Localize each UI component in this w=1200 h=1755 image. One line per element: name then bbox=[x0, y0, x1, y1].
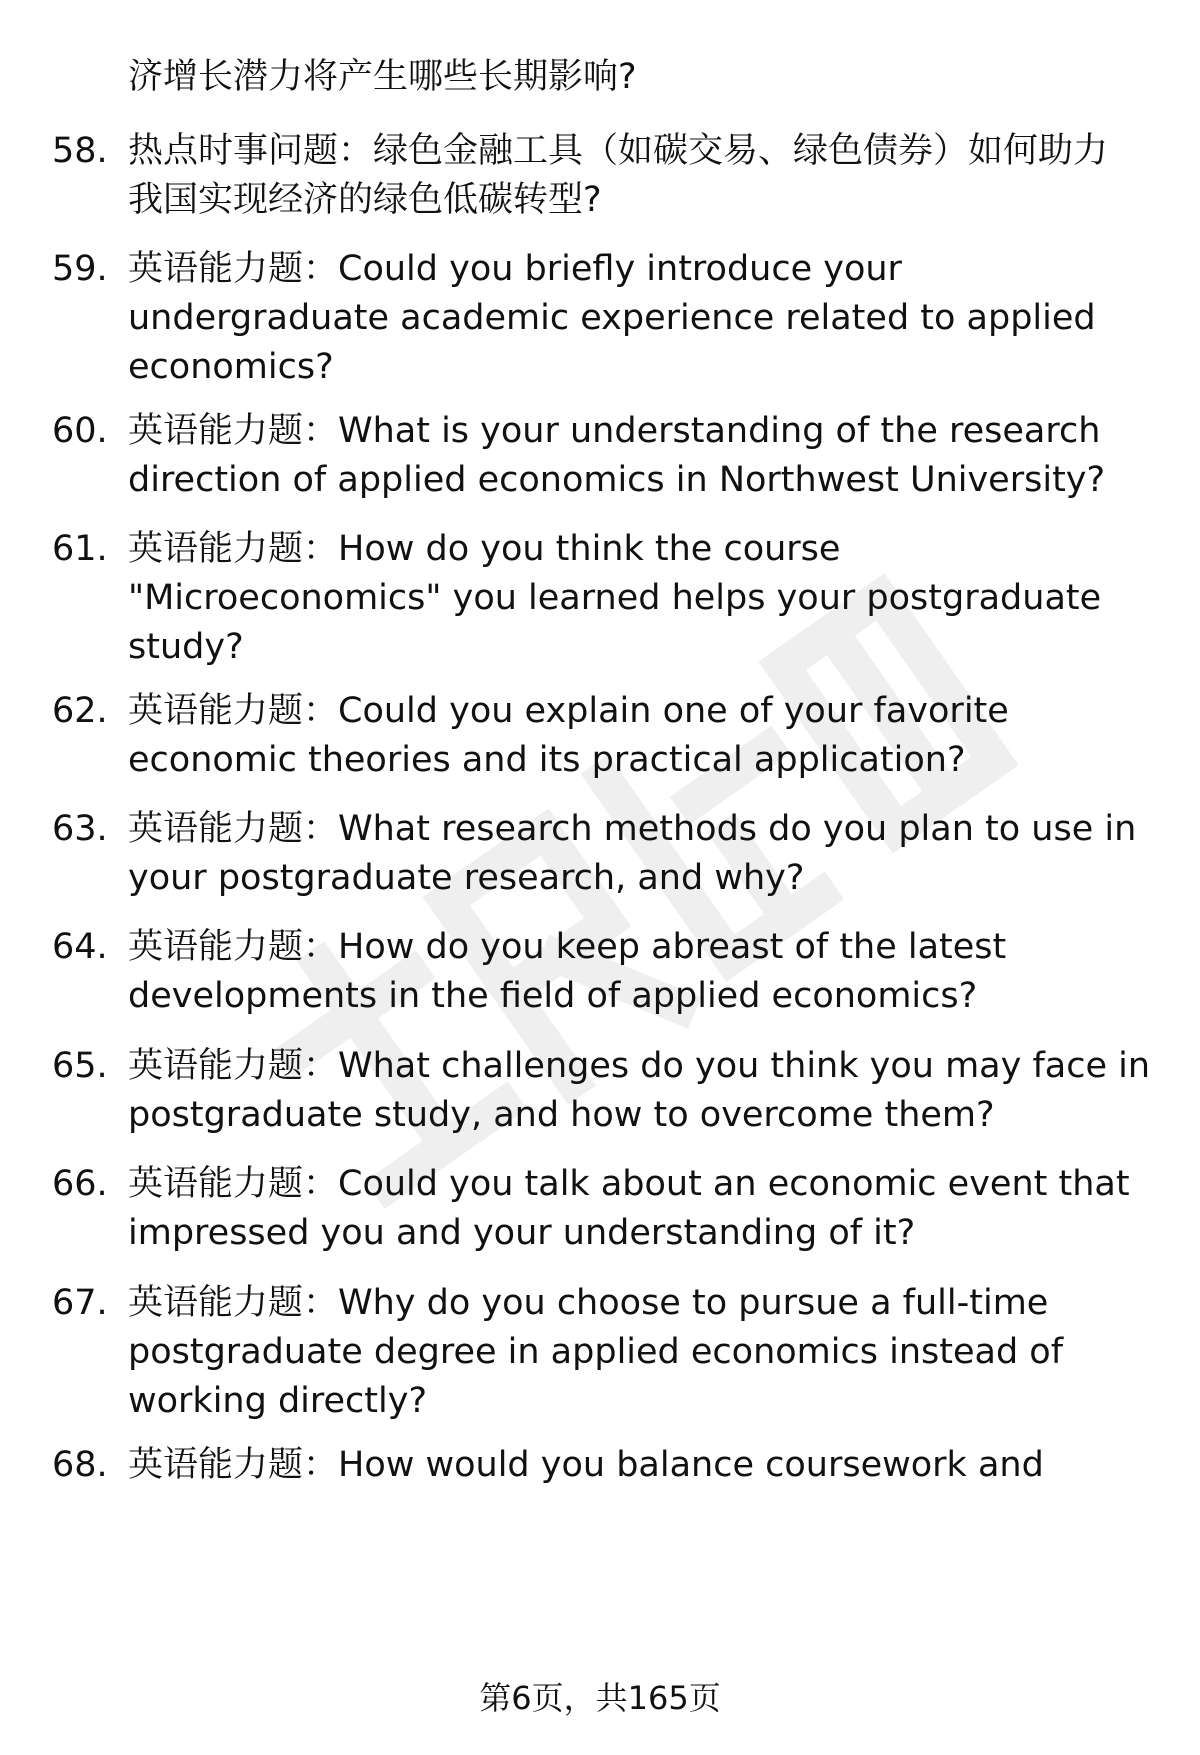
question-line: 英语能力题：Why do you choose to pursue a full-time bbox=[128, 1283, 1049, 1323]
question-line: 英语能力题：Could you explain one of your favorite bbox=[128, 691, 1009, 731]
question-line: 热点时事问题：绿色金融工具（如碳交易、绿色债券）如何助力 bbox=[128, 131, 1109, 171]
question-number: 66. bbox=[52, 1164, 108, 1204]
question-line: postgraduate study, and how to overcome them? bbox=[128, 1095, 995, 1135]
question-line: economic theories and its practical application? bbox=[128, 740, 966, 780]
question-line: undergraduate academic experience related to applied bbox=[128, 298, 1096, 338]
question-number: 58. bbox=[52, 131, 108, 171]
question-number: 65. bbox=[52, 1046, 108, 1086]
question-line: your postgraduate research, and why? bbox=[128, 858, 805, 898]
question-number: 60. bbox=[52, 411, 108, 451]
question-line: 英语能力题：Could you briefly introduce your bbox=[128, 249, 902, 289]
question-item bbox=[52, 687, 1172, 785]
question-number: 62. bbox=[52, 691, 108, 731]
question-item bbox=[52, 407, 1172, 505]
question-line: developments in the field of applied economics? bbox=[128, 976, 978, 1016]
question-number: 59. bbox=[52, 249, 108, 289]
question-number: 64. bbox=[52, 927, 108, 967]
question-line: 英语能力题：What research methods do you plan to use in bbox=[128, 809, 1137, 849]
question-number: 63. bbox=[52, 809, 108, 849]
question-number: 61. bbox=[52, 529, 108, 569]
question-line: 我国实现经济的绿色低碳转型? bbox=[128, 180, 602, 220]
question-number: 68. bbox=[52, 1445, 108, 1485]
question-number: 67. bbox=[52, 1283, 108, 1323]
question-line: 英语能力题：What is your understanding of the research bbox=[128, 411, 1101, 451]
question-item bbox=[52, 805, 1172, 903]
question-item bbox=[52, 1160, 1172, 1258]
question-line: 英语能力题：What challenges do you think you may face in bbox=[128, 1046, 1151, 1086]
question-line: 英语能力题：How do you keep abreast of the latest bbox=[128, 927, 1007, 967]
question-line: economics? bbox=[128, 347, 334, 387]
question-item bbox=[52, 1279, 1172, 1426]
question-item bbox=[52, 525, 1172, 672]
question-line: 英语能力题：How would you balance coursework and bbox=[128, 1445, 1044, 1485]
question-line: impressed you and your understanding of it? bbox=[128, 1213, 916, 1253]
page-footer: 第6页，共165页 bbox=[479, 1679, 721, 1717]
question-line: postgraduate degree in applied economics instead of bbox=[128, 1332, 1064, 1372]
question-line: working directly? bbox=[128, 1381, 428, 1421]
question-line: 英语能力题：Could you talk about an economic event that bbox=[128, 1164, 1130, 1204]
question-line: "Microeconomics" you learned helps your postgraduate bbox=[128, 578, 1102, 618]
question-line: 英语能力题：How do you think the course bbox=[128, 529, 841, 569]
question-line: direction of applied economics in Northwest University? bbox=[128, 460, 1106, 500]
question-item bbox=[52, 245, 1172, 392]
question-item bbox=[52, 1042, 1172, 1140]
question-item bbox=[52, 1441, 1172, 1490]
question-line: study? bbox=[128, 627, 244, 667]
continuation-text: 济增长潜力将产生哪些长期影响? bbox=[128, 57, 637, 97]
question-item bbox=[52, 923, 1172, 1021]
question-item bbox=[52, 127, 1172, 225]
